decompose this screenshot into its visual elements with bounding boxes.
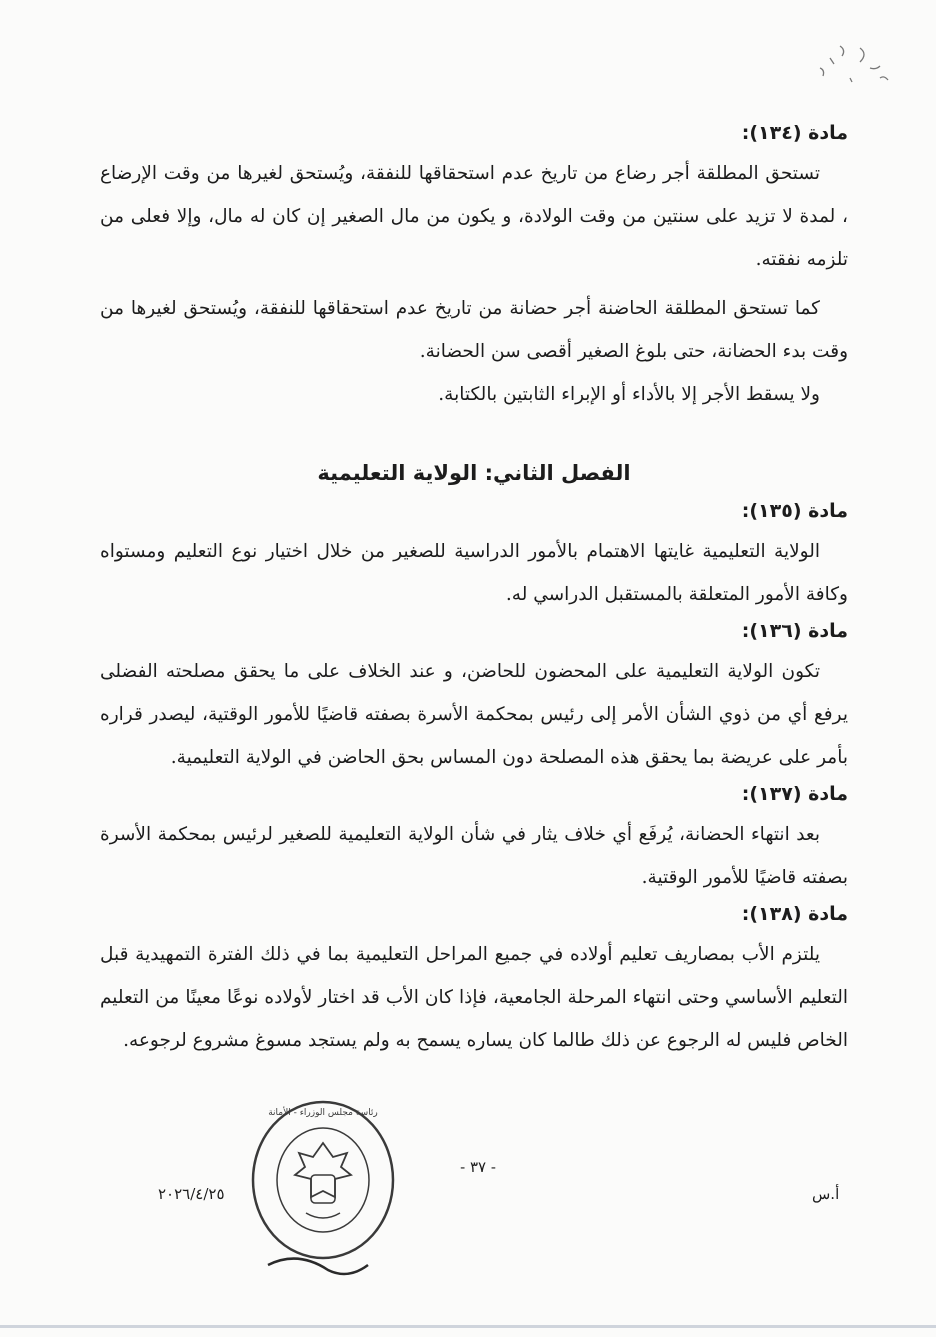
article-134-paragraph-1: تستحق المطلقة أجر رضاع من تاريخ عدم استحقاقها للنفقة، ويُستحق لغيرها من وقت الإرضاع ، لمدة لا تزيد على سنتين من وقت الولادة، و يكون من مال الصغير إن كان له مال، وإلا فعلى من تلزمه نفقته. bbox=[100, 163, 848, 270]
article-135-heading: مادة (١٣٥): bbox=[741, 500, 848, 522]
document-body bbox=[100, 118, 848, 1062]
official-seal-stamp bbox=[248, 1095, 398, 1285]
article-134-paragraph-2: كما تستحق المطلقة الحاضنة أجر حضانة من تاريخ عدم استحقاقها للنفقة، ويُستحق لغيرها من وقت بدء الحضانة، حتى بلوغ الصغير أقصى سن الحضانة. bbox=[100, 298, 848, 362]
article-134-paragraph-3: ولا يسقط الأجر إلا بالأداء أو الإبراء الثابتين بالكتابة. bbox=[438, 384, 820, 405]
article-138-paragraph: يلتزم الأب بمصاريف تعليم أولاده في جميع المراحل التعليمية بما في ذلك الفترة التمهيدية قبل التعليم الأساسي وحتى انتهاء المرحلة الجامعية، فإذا كان الأب قد اختار لأولاده نوعًا معينًا من التعليم الخاص فليس له الرجوع عن ذلك طالما كان يساره يسمح به ولم يستجد مسوغ مشروع لرجوعه. bbox=[100, 944, 848, 1051]
scan-bottom-edge bbox=[0, 1325, 936, 1328]
article-136-paragraph: تكون الولاية التعليمية على المحضون للحاضن، و عند الخلاف على ما يحقق مصلحته الفضلى يرفع أي من ذوي الشأن الأمر إلى رئيس بمحكمة الأسرة بصفته قاضيًا للأمور الوقتية، ليصدر قراره بأمر على عريضة بما يحقق هذه المصلحة دون المساس بحق الحاضن في الولاية التعليمية. bbox=[100, 661, 848, 768]
article-137-heading: مادة (١٣٧): bbox=[741, 783, 848, 805]
signature-date: ٢٠٢٦/٤/٢٥ bbox=[158, 1185, 225, 1203]
seal-text: رئاسة مجلس الوزراء - الأمانة bbox=[268, 1108, 378, 1118]
pen-scribble-mark bbox=[800, 38, 910, 98]
page-number: - ٣٧ - bbox=[460, 1158, 496, 1176]
article-137-paragraph: بعد انتهاء الحضانة، يُرفَع أي خلاف يثار في شأن الولاية التعليمية للصغير لرئيس بمحكمة الأسرة بصفته قاضيًا للأمور الوقتية. bbox=[100, 824, 848, 888]
typist-initials: أ.س bbox=[812, 1185, 840, 1203]
article-136-heading: مادة (١٣٦): bbox=[741, 620, 848, 642]
chapter-title: الفصل الثاني: الولاية التعليمية bbox=[317, 461, 631, 485]
article-135-paragraph: الولاية التعليمية غايتها الاهتمام بالأمور الدراسية للصغير من خلال اختيار نوع التعليم ومستواه وكافة الأمور المتعلقة بالمستقبل الدراسي له. bbox=[100, 541, 848, 605]
article-138-heading: مادة (١٣٨): bbox=[741, 903, 848, 925]
article-134-heading: مادة (١٣٤): bbox=[741, 122, 848, 144]
